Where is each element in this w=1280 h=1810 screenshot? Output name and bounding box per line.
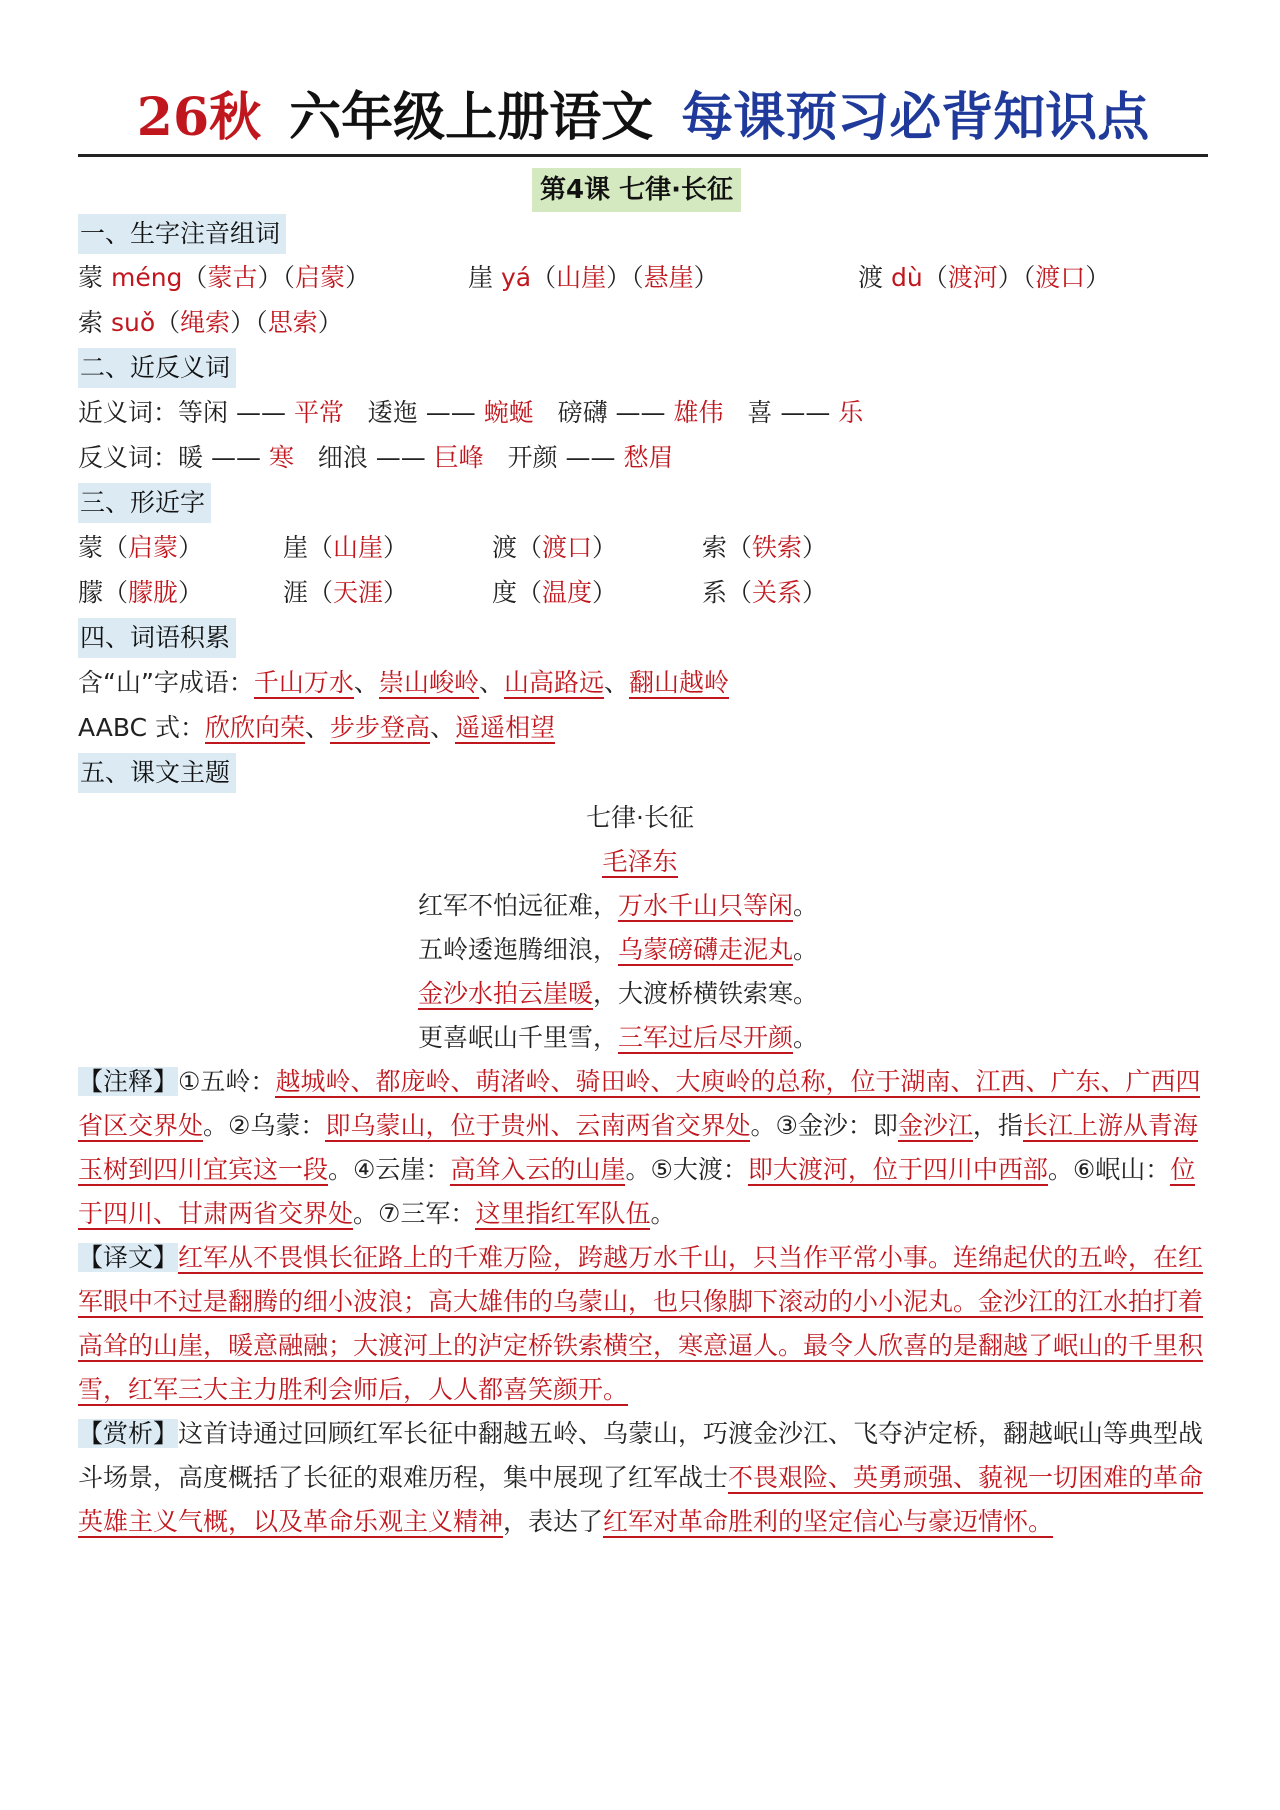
title-grade: 六年级上册语文 [289, 88, 654, 148]
lesson-title: 第4课 七律·长征 [532, 168, 741, 212]
section-heading-5: 五、课文主题 [78, 753, 236, 793]
similar-char: 系（关系） [702, 578, 828, 607]
idiom-line-aabc: AABC 式：欣欣向荣、步步登高、遥遥相望 [78, 713, 556, 742]
section-heading-3: 三、形近字 [78, 483, 211, 523]
similar-char: 索（铁索） [702, 533, 828, 562]
translation-tag: 【译文】 [78, 1243, 179, 1272]
notes-tag: 【注释】 [78, 1067, 179, 1096]
poem-title: 七律·长征 [586, 803, 694, 832]
section-heading-1: 一、生字注音组词 [78, 214, 286, 254]
analysis-paragraph: 【赏析】这首诗通过回顾红军长征中翻越五岭、乌蒙山，巧渡金沙江、飞夺泸定桥，翻越岷山等典型战斗场景，高度概括了长征的艰难历程，集中展现了红军战士不畏艰险、英勇顽强、藐视一切困难的革命英雄主义气概，以及革命乐观主义精神，表达了红军对革命胜利的坚定信心与豪迈情怀。 [78, 1419, 1204, 1536]
similar-char: 渡（渡口） [492, 533, 618, 562]
similar-char: 朦（朦胧） [78, 578, 204, 607]
char-entry: 崖 yá（山崖）（悬崖） [468, 263, 719, 292]
char-entry: 渡 dù（渡河）（渡口） [858, 263, 1111, 292]
similar-char: 涯（天涯） [283, 578, 409, 607]
similar-char: 崖（山崖） [283, 533, 409, 562]
poem-author: 毛泽东 [602, 847, 678, 876]
section-heading-4: 四、词语积累 [78, 618, 236, 658]
analysis-tag: 【赏析】 [78, 1419, 179, 1448]
section-heading-2: 二、近反义词 [78, 348, 236, 388]
translation-paragraph: 【译文】红军从不畏惧长征路上的千难万险，跨越万水千山，只当作平常小事。连绵起伏的五岭，在红军眼中不过是翻腾的细小波浪；高大雄伟的乌蒙山，也只像脚下滚动的小小泥丸。金沙江的江水拍打着高耸的山崖，暖意融融；大渡河上的泸定桥铁索横空，寒意逼人。最令人欣喜的是翻越了岷山的千里积雪，红军三大主力胜利会师后，人人都喜笑颜开。 [78, 1243, 1204, 1404]
notes-paragraph: 【注释】①五岭：越城岭、都庞岭、萌渚岭、骑田岭、大庾岭的总称，位于湖南、江西、广东、广西四省区交界处。②乌蒙：即乌蒙山，位于贵州、云南两省交界处。③金沙：即金沙江，指长江上游从青海玉树到四川宜宾这一段。④云崖：高耸入云的山崖。⑤大渡：即大渡河，位于四川中西部。⑥岷山：位于四川、甘肃两省交界处。⑦三军：这里指红军队伍。 [78, 1067, 1201, 1228]
poem-line: 红军不怕远征难，万水千山只等闲。 [418, 891, 819, 920]
antonym-line: 反义词：暖 —— 寒 细浪 —— 巨峰 开颜 —— 愁眉 [78, 443, 674, 472]
page-title [78, 82, 1208, 157]
idiom-line-shan: 含“山”字成语：千山万水、崇山峻岭、山高路远、翻山越岭 [78, 668, 730, 697]
poem-line: 更喜岷山千里雪，三军过后尽开颜。 [418, 1023, 819, 1052]
synonym-line: 近义词：等闲 —— 平常 逶迤 —— 蜿蜒 磅礴 —— 雄伟 喜 —— 乐 [78, 398, 864, 427]
poem-line: 五岭逶迤腾细浪，乌蒙磅礴走泥丸。 [418, 935, 819, 964]
similar-char: 度（温度） [492, 578, 618, 607]
title-year: 26秋 [136, 87, 262, 148]
char-entry: 索 suǒ（绳索）（思索） [78, 308, 343, 337]
similar-char: 蒙（启蒙） [78, 533, 204, 562]
char-entry: 蒙 méng（蒙古）（启蒙） [78, 263, 370, 292]
title-topic: 每课预习必背知识点 [681, 88, 1150, 148]
poem-line: 金沙水拍云崖暖，大渡桥横铁索寒。 [418, 979, 819, 1008]
